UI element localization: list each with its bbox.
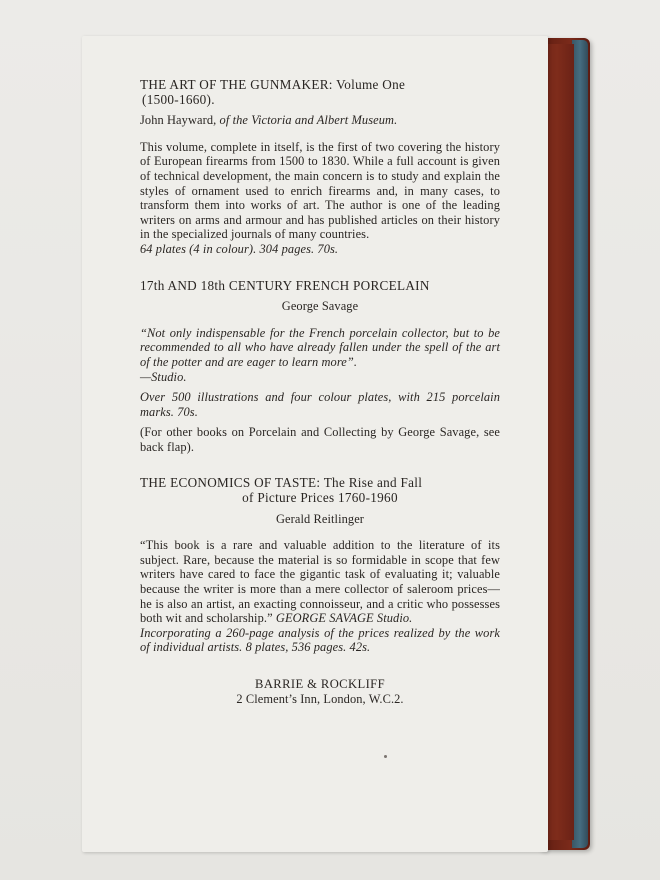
author-affiliation: of the Victoria and Albert Museum. (219, 113, 398, 128)
quote-source: GEORGE SAVAGE Studio. (275, 611, 413, 626)
book-details: Incorporating a 260-page analysis of the prices realized by the work of individual artists. 8 plates, 536 pages. 42s. (140, 625, 500, 655)
book-author: George Savage (281, 299, 359, 314)
book-listing-gunmaker (140, 78, 500, 257)
book-listing-porcelain (140, 279, 500, 455)
author-name: John Hayward, (140, 113, 217, 128)
book-title: THE ECONOMICS OF TASTE: The Rise and Fall (140, 475, 423, 491)
book-description: This volume, complete in itself, is the first of two covering the history of European firearms from 1500 to 1830. While a full account is given of technical development, the main concern is to study and explain the styles of ornament used to enrich firearms and, in many cases, to transform them into works of art. The author is one of the leading writers on arms and armour and has published articles on their history in the specialized journals of many countries. (140, 139, 500, 242)
book-details: Over 500 illustrations and four colour plates, with 215 porcelain marks. 70s. (140, 390, 500, 419)
ink-mark (384, 755, 387, 758)
publisher-name: BARRIE & ROCKLIFF (255, 677, 385, 691)
quote-source: —Studio. (140, 369, 187, 384)
book-review-quote: “This book is a rare and valuable addition to the literature of its subject. Rare, because the material is so formidable in scope that few writers have cared to face the gigantic task of evaluating it; valuable because the writer is more than a mere collector of saleroom prices—he is also an artist, an exacting connoisseur, and a critic who possesses both wit and scholarship.” GEORGE SAVAGE Studio. (140, 538, 500, 626)
book-author: Gerald Reitlinger (275, 511, 365, 526)
book-details: 64 plates (4 in colour). 304 pages. 70s. (140, 241, 339, 256)
publisher-imprint (140, 677, 500, 706)
book-author (140, 113, 500, 128)
book-subtitle: of Picture Prices 1760-1960 (242, 490, 398, 506)
book-listing-economics-of-taste (140, 476, 500, 655)
publisher-address: 2 Clement’s Inn, London, W.C.2. (236, 691, 404, 706)
book-title: 17th AND 18th CENTURY FRENCH PORCELAIN (140, 277, 430, 293)
jacket-text (140, 78, 500, 706)
book-review-quote: “Not only indispensable for the French porcelain collector, but to be recommended to all who have already fallen under the spell of the art of the potter and are eager to learn more”. (140, 325, 500, 369)
cloth-binding-edge (572, 40, 588, 848)
book-title: THE ART OF THE GUNMAKER: Volume One (140, 77, 406, 92)
book-title-dates: (1500-1660). (142, 91, 215, 107)
back-flap-note: (For other books on Porcelain and Collecting by George Savage, see back flap). (140, 425, 500, 454)
